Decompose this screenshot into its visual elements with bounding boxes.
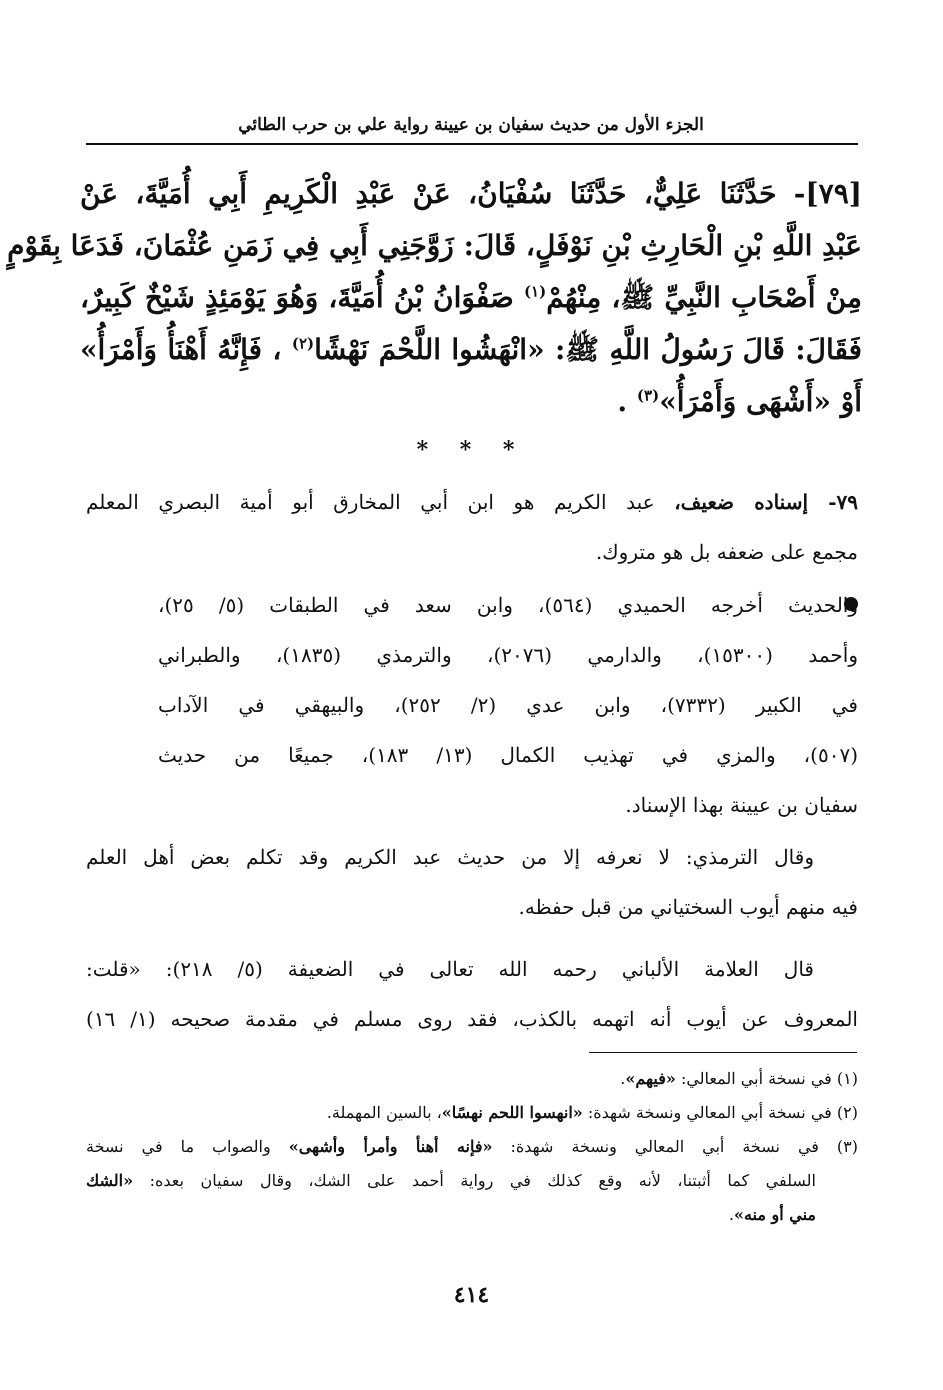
footnotes	[86, 1062, 858, 1232]
hadith-line-2: عَبْدِ اللَّهِ بْنِ الْحَارِثِ بْنِ نَوْفَلٍ، قَالَ: زَوَّجَنِي أَبِي فِي زَمَنِ عُثْمَانَ، فَدَعَا بِقَوْمٍ	[7, 229, 862, 262]
footnote-3-text: (٣) في نسخة أبي المعالي ونسخة شهدة:	[492, 1137, 859, 1156]
commentary-paragraph-1	[86, 477, 858, 577]
hadith-line-4a: فَقَالَ: قَالَ رَسُولُ اللَّهِ ﷺ: «انْهَشُوا اللَّحْمَ نَهْشًا	[314, 333, 863, 366]
hadith-line-4	[80, 324, 862, 376]
hadith-line-3a: مِنْ أَصْحَابِ النَّبِيِّ ﷺ، مِنْهُمْ	[546, 281, 862, 314]
running-header: الجزء الأول من حديث سفيان بن عيينة رواية علي بن حرب الطائي	[238, 115, 704, 135]
footnote-mark-1[interactable]: (١)	[523, 282, 547, 301]
page-number: ٤١٤	[453, 1282, 490, 1308]
footnote-1	[86, 1062, 858, 1096]
hadith-line-4b: ، فَإِنَّهُ أَهْنَأُ وَأَمْرَأُ»	[80, 333, 282, 366]
isnad-verdict: ٧٩- إسناده ضعيف،	[674, 490, 858, 514]
commentary-p2-line-5: سفيان بن عيينة بهذا الإسناد.	[625, 793, 858, 817]
commentary-p1-line-2: مجمع على ضعفه بل هو متروك.	[595, 540, 858, 564]
footnote-3-variant: «فإنه أهنأ وأمرأ وأشهى»	[288, 1137, 493, 1156]
footnote-2-text: (٢) في نسخة أبي المعالي ونسخة شهدة:	[582, 1103, 858, 1122]
footnote-3-line-1	[86, 1130, 858, 1164]
commentary-p2-line-3: في الكبير (٧٣٣٢)، وابن عدي (٢/ ٢٥٢)، والبيهقي في الآداب	[158, 693, 858, 717]
footnote-3-rest: والصواب ما في نسخة	[86, 1137, 289, 1156]
hadith-text	[7, 168, 863, 428]
footnote-mark-2[interactable]: (٢)	[291, 334, 315, 353]
commentary-p1-line-1	[86, 477, 858, 527]
footnote-2-end: ، بالسين المهملة.	[326, 1103, 442, 1122]
commentary-p2-line-2: وأحمد (١٥٣٠٠)، والدارمي (٢٠٧٦)، والترمذي (١٨٣٥)، والطبراني	[158, 643, 858, 667]
hadith-line-3b: صَفْوَانُ بْنُ أُمَيَّةَ، وَهُوَ يَوْمَئِذٍ شَيْخٌ كَبِيرٌ،	[80, 281, 514, 314]
hadith-line-5a: أَوْ «أَشْهَى وَأَمْرَأُ»	[659, 385, 862, 418]
footnote-3-line-3	[86, 1198, 858, 1232]
commentary-p3-line-1: وقال الترمذي: لا نعرفه إلا من حديث عبد الكريم وقد تكلم بعض أهل العلم	[86, 845, 814, 869]
footnote-1-variant: «فيهم»	[625, 1069, 676, 1088]
commentary-p1-rest: عبد الكريم هو ابن أبي المخارق أبو أمية البصري المعلم	[86, 490, 655, 514]
hadith-line-3	[80, 272, 862, 324]
commentary-p3-line-2: فيه منهم أيوب السختياني من قبل حفظه.	[518, 895, 858, 919]
footnote-2	[86, 1096, 858, 1130]
footnote-3-line-3-end: .	[728, 1205, 734, 1224]
footnote-rule	[589, 1052, 857, 1053]
header-rule	[86, 143, 858, 145]
footnote-1-end: .	[620, 1069, 626, 1088]
hadith-line-5b: .	[617, 385, 628, 418]
footnote-3-line-2	[86, 1164, 858, 1198]
commentary-p4-line-1: قال العلامة الألباني رحمه الله تعالى في الضعيفة (٥/ ٢١٨): «قلت:	[86, 957, 814, 981]
commentary-p4-line-2: المعروف عن أيوب أنه اتهمه بالكذب، فقد روى مسلم في مقدمة صحيحه (١/ ١٦)	[86, 1007, 858, 1031]
footnote-1-text: (١) في نسخة أبي المعالي:	[675, 1069, 858, 1088]
footnote-3-line-2-bold: «الشك	[86, 1171, 134, 1190]
section-separator: * * *	[416, 437, 527, 463]
footnote-mark-3[interactable]: (٣)	[636, 386, 660, 405]
footnote-2-variant: «انهسوا اللحم نهسًا»	[441, 1103, 583, 1122]
commentary-p2-line-4: (٥٠٧)، والمزي في تهذيب الكمال (١٣/ ١٨٣)، جميعًا من حديث	[158, 743, 858, 767]
footnote-3-line-2-text: السلفي كما أثبتنا، لأنه وقع كذلك في رواية أحمد على الشك، وقال سفيان بعده:	[133, 1171, 816, 1190]
commentary-paragraph-2	[158, 580, 858, 830]
hadith-line-1: [٧٩]- حَدَّثَنَا عَلِيٌّ، حَدَّثَنَا سُفْيَانُ، عَنْ عَبْدِ الْكَرِيمِ أَبِي أُمَيَّةَ، عَنْ	[80, 177, 862, 210]
commentary-paragraph-3	[86, 832, 858, 932]
commentary-paragraph-4	[86, 944, 858, 1044]
commentary-p2-line-1: والحديث أخرجه الحميدي (٥٦٤)، وابن سعد في الطبقات (٥/ ٢٥)،	[158, 593, 859, 617]
hadith-line-5	[80, 376, 862, 428]
footnote-3-line-3-bold: مني أو منه»	[733, 1205, 816, 1224]
